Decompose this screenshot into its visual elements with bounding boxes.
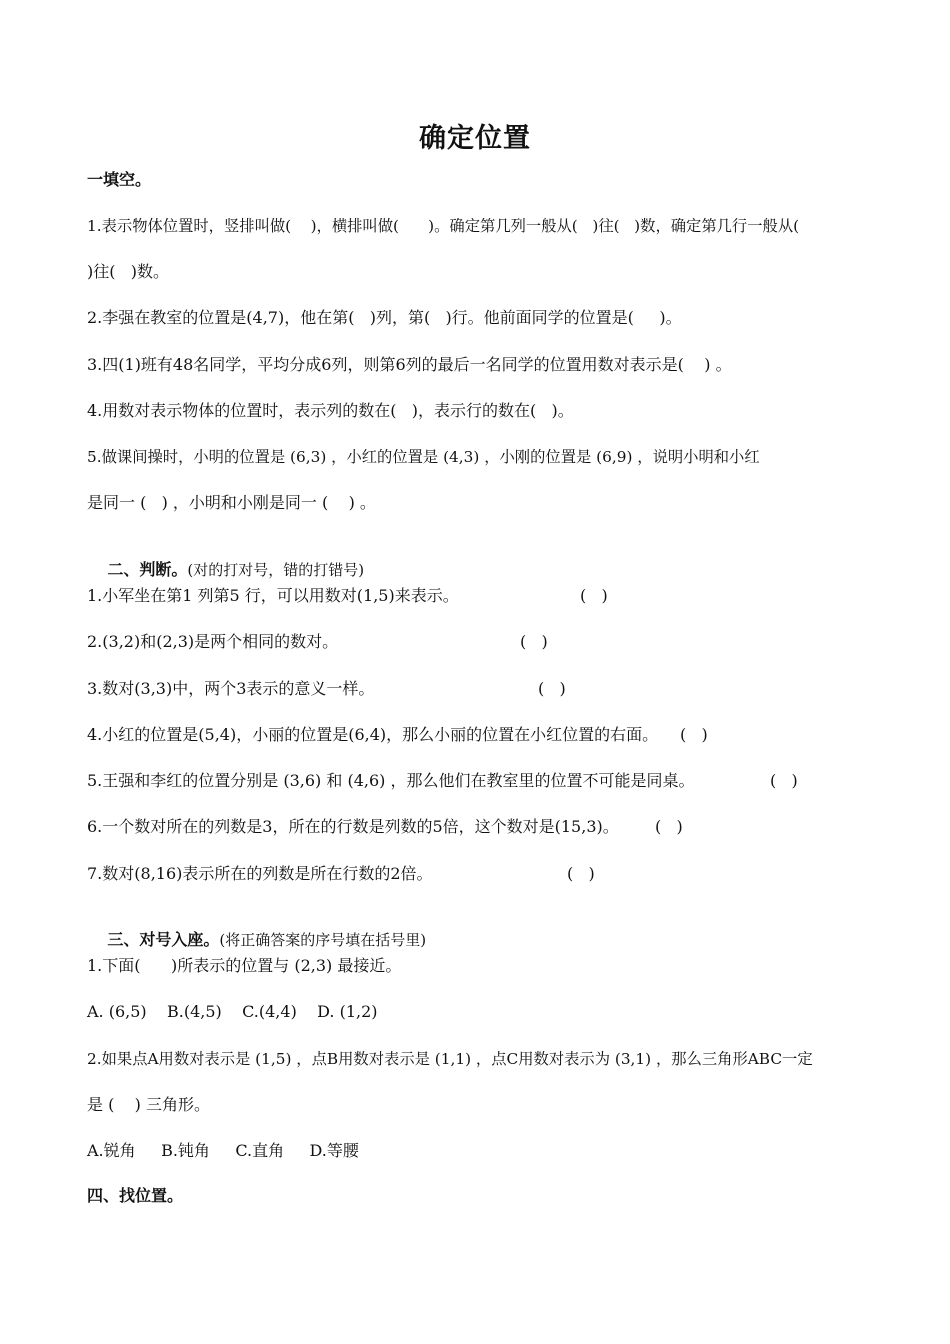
judge-item-7: 7.数对(8,16)表示所在的列数是所在行数的2倍。 [87,864,433,883]
fill-question-5-line1: 5.做课间操时，小明的位置是 (6,3) ，小红的位置是 (4,3) ，小刚的位置是 (6,9) ，说明小明和小红 [87,448,760,466]
fill-question-2: 2.李强在教室的位置是(4,7)，他在第( )列，第( )行。他前面同学的位置是( )。 [87,308,682,327]
judge-item-7-answer: ( ) [567,864,595,883]
judge-item-4-answer: ( ) [680,725,708,744]
judge-item-2: 2.(3,2)和(2,3)是两个相同的数对。 [87,632,339,651]
judge-item-4: 4.小红的位置是(5,4)，小丽的位置是(6,4)，那么小丽的位置在小红位置的右面。 [87,725,659,744]
judge-item-3-answer: ( ) [538,679,566,698]
fill-question-4: 4.用数对表示物体的位置时，表示列的数在( )，表示行的数在( )。 [87,401,574,420]
judge-item-5-answer: ( ) [770,771,798,790]
choice-question-2-options: A.锐角 B.钝角 C.直角 D.等腰 [87,1141,359,1160]
judge-item-1-answer: ( ) [580,586,608,605]
judge-item-6: 6.一个数对所在的列数是3，所在的行数是列数的5倍，这个数对是(15,3)。 [87,817,619,836]
choice-question-2-line1: 2.如果点A用数对表示是 (1,5) ，点B用数对表示是 (1,1) ，点C用数对表示为 (3,1) ，那么三角形ABC一定 [87,1050,813,1068]
section4-heading: 四、找位置。 [87,1186,184,1205]
judge-item-6-answer: ( ) [655,817,683,836]
fill-question-1-line2: )往( )数。 [87,262,169,281]
judge-item-3: 3.数对(3,3)中，两个3表示的意义一样。 [87,679,375,698]
section3-heading: 三、对号入座。 [107,930,220,949]
choice-question-1-options: A. (6,5) B.(4,5) C.(4,4) D. (1,2) [87,1002,378,1021]
section1-heading: 一填空。 [87,170,152,189]
choice-question-2-line2: 是 ( ) 三角形。 [87,1095,211,1114]
section3-note: (将正确答案的序号填在括号里) [219,931,427,949]
fill-question-5-line2: 是同一 ( ) ，小明和小刚是同一 ( ) 。 [87,493,376,512]
section2-note: (对的打对号，错的打错号) [187,561,365,579]
judge-item-5: 5.王强和李红的位置分别是 (3,6) 和 (4,6) ，那么他们在教室里的位置不可能是同桌。 [87,771,695,790]
judge-item-1: 1.小军坐在第1 列第5 行，可以用数对(1,5)来表示。 [87,586,459,605]
fill-question-1-line1: 1.表示物体位置时，竖排叫做( )，横排叫做( )。确定第几列一般从( )往( )数，确定第几行一般从( [87,217,800,235]
section2-heading: 二、判断。 [107,560,188,579]
judge-item-2-answer: ( ) [520,632,548,651]
fill-question-3: 3.四(1)班有48名同学，平均分成6列，则第6列的最后一名同学的位置用数对表示是( ) 。 [87,355,732,374]
choice-question-1: 1.下面( )所表示的位置与 (2,3) 最接近。 [87,956,402,975]
page-title: 确定位置 [419,123,531,154]
